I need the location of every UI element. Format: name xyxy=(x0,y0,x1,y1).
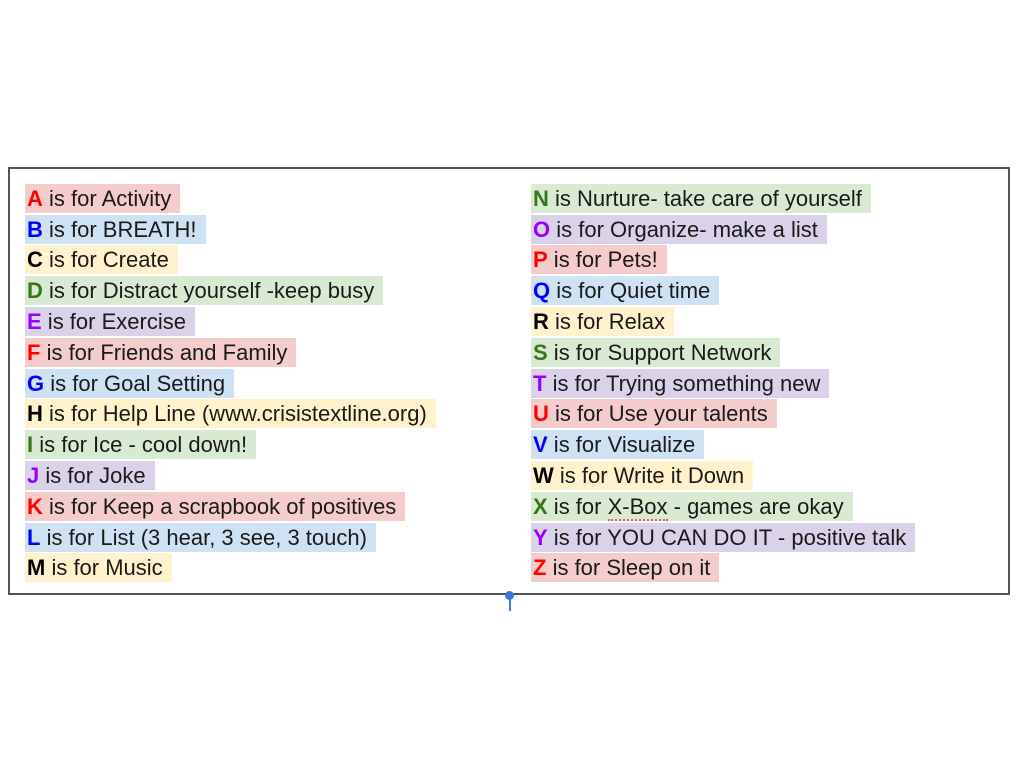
alphabet-column-left xyxy=(25,183,531,583)
highlighted-text xyxy=(25,245,178,274)
row-letter: M xyxy=(27,555,46,581)
row-letter: F xyxy=(27,339,41,365)
row-letter: H xyxy=(27,401,43,427)
alpha-row-z xyxy=(531,553,1008,584)
alpha-row-w xyxy=(531,460,1008,491)
row-letter: G xyxy=(27,370,45,396)
text-box[interactable] xyxy=(8,167,1010,595)
row-letter: B xyxy=(27,216,43,242)
highlighted-text xyxy=(25,307,195,336)
alpha-row-f xyxy=(25,337,531,368)
row-text: is for Goal Setting xyxy=(44,370,226,396)
highlighted-text xyxy=(531,553,719,582)
row-text: is for Pets! xyxy=(547,247,658,273)
highlighted-text xyxy=(531,215,827,244)
highlighted-text xyxy=(531,245,667,274)
row-text: is for Friends and Family xyxy=(40,339,288,365)
row-letter: S xyxy=(533,339,548,365)
highlighted-text xyxy=(25,338,296,367)
alpha-row-g xyxy=(25,368,531,399)
alpha-row-j xyxy=(25,460,531,491)
alpha-row-u xyxy=(531,399,1008,430)
alpha-row-q xyxy=(531,275,1008,306)
highlighted-text xyxy=(25,215,206,244)
row-text: is for Distract yourself -keep busy xyxy=(42,278,375,304)
alpha-row-v xyxy=(531,429,1008,460)
row-letter: Q xyxy=(533,278,551,304)
row-letter: V xyxy=(533,432,548,458)
row-text: is for Exercise xyxy=(41,309,186,335)
highlighted-text xyxy=(25,184,180,213)
row-letter: K xyxy=(27,493,43,519)
alpha-row-c xyxy=(25,245,531,276)
row-text: is for Visualize xyxy=(547,432,696,458)
alpha-row-b xyxy=(25,214,531,245)
highlighted-text xyxy=(25,461,155,490)
row-text: is for BREATH! xyxy=(42,216,197,242)
row-text: is for Quiet time xyxy=(550,278,711,304)
alpha-row-d xyxy=(25,275,531,306)
alpha-row-i xyxy=(25,429,531,460)
alpha-row-k xyxy=(25,491,531,522)
row-letter: C xyxy=(27,247,43,273)
alpha-row-p xyxy=(531,245,1008,276)
row-letter: N xyxy=(533,185,549,211)
highlighted-text xyxy=(25,523,376,552)
highlighted-text xyxy=(531,338,780,367)
highlighted-text xyxy=(531,399,777,428)
row-text: is for Keep a scrapbook of positives xyxy=(42,493,397,519)
alpha-row-e xyxy=(25,306,531,337)
selection-handle-stem xyxy=(509,599,511,611)
alpha-row-m xyxy=(25,553,531,584)
highlighted-text xyxy=(531,276,719,305)
row-letter: R xyxy=(533,309,549,335)
alpha-row-h xyxy=(25,399,531,430)
row-letter: Z xyxy=(533,555,547,581)
row-text: is for Use your talents xyxy=(548,401,768,427)
row-letter: U xyxy=(533,401,549,427)
row-letter: X xyxy=(533,493,548,519)
alpha-row-l xyxy=(25,522,531,553)
row-text: - games are okay xyxy=(667,493,844,519)
row-text: is for List (3 hear, 3 see, 3 touch) xyxy=(40,524,367,550)
row-text: is for Create xyxy=(42,247,169,273)
highlighted-text xyxy=(25,430,256,459)
row-letter: Y xyxy=(533,524,548,550)
row-letter: T xyxy=(533,370,547,396)
alpha-row-s xyxy=(531,337,1008,368)
highlighted-text xyxy=(531,307,674,336)
row-text: is for xyxy=(547,493,608,519)
alpha-row-y xyxy=(531,522,1008,553)
row-text: is for Ice - cool down! xyxy=(33,432,248,458)
row-text: is for Relax xyxy=(548,309,666,335)
row-text: is Nurture- take care of yourself xyxy=(548,185,862,211)
row-letter: A xyxy=(27,185,43,211)
highlighted-text xyxy=(531,369,829,398)
row-text: is for Sleep on it xyxy=(546,555,711,581)
row-letter: W xyxy=(533,463,554,489)
row-letter: P xyxy=(533,247,548,273)
row-text: is for Support Network xyxy=(547,339,772,365)
row-text: is for Organize- make a list xyxy=(550,216,818,242)
row-text: is for Activity xyxy=(42,185,172,211)
row-letter: I xyxy=(27,432,34,458)
alpha-row-t xyxy=(531,368,1008,399)
highlighted-text xyxy=(531,461,753,490)
row-text: is for Joke xyxy=(39,463,146,489)
highlighted-text xyxy=(25,369,234,398)
row-letter: E xyxy=(27,309,42,335)
highlighted-text xyxy=(531,523,915,552)
row-text: is for Write it Down xyxy=(553,463,745,489)
alpha-row-x xyxy=(531,491,1008,522)
highlighted-text xyxy=(531,184,871,213)
alpha-row-r xyxy=(531,306,1008,337)
highlighted-text xyxy=(25,276,383,305)
highlighted-text xyxy=(531,430,704,459)
highlighted-text xyxy=(25,553,172,582)
highlighted-text xyxy=(25,492,405,521)
row-letter: L xyxy=(27,524,41,550)
alphabet-column-right xyxy=(531,183,1008,583)
row-text: is for Help Line (www.crisistextline.org) xyxy=(42,401,427,427)
alpha-row-o xyxy=(531,214,1008,245)
row-text: is for Music xyxy=(45,555,163,581)
row-text: is for YOU CAN DO IT - positive talk xyxy=(547,524,907,550)
row-letter: J xyxy=(27,463,40,489)
row-letter: D xyxy=(27,278,43,304)
row-letter: O xyxy=(533,216,551,242)
alpha-row-n xyxy=(531,183,1008,214)
highlighted-text xyxy=(25,399,436,428)
alpha-row-a xyxy=(25,183,531,214)
alphabet-list xyxy=(10,169,1008,583)
misspelled-word: X-Box xyxy=(607,493,668,519)
highlighted-text xyxy=(531,492,853,521)
row-text: is for Trying something new xyxy=(546,370,821,396)
